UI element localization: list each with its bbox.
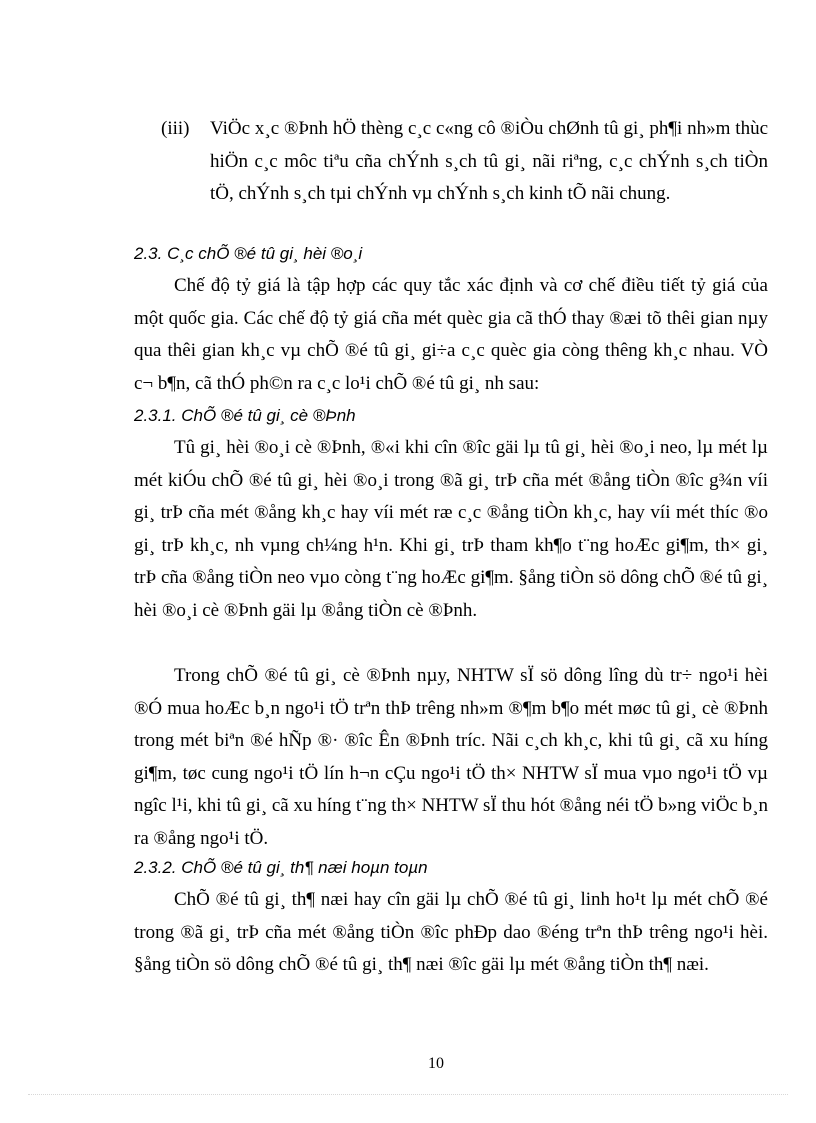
- paragraph-fixed-rate-definition: Tû gi¸ hèi ®o¸i cè ®Þnh, ®«i khi cîn ®îc gäi lµ tû gi¸ hèi ®o¸i neo, lµ mét lµ mét kiÓu chÕ ®é tû gi¸ hèi ®o¸i trong ®ã gi¸ trÞ cña mét ®ång tiÒn ®îc g¾n víi gi¸ trÞ cña mét ®ång kh¸c hay víi mét ræ c¸c ®ång tiÒn kh¸c, hay víi mét thíc ®o gi¸ trÞ kh¸c, nh vµng ch¼ng h¹n. Khi gi¸ trÞ tham kh¶o t¨ng hoÆc gi¶m, th× gi¸ trÞ cña ®ång tiÒn neo vµo còng t¨ng hoÆc gi¶m. §ång tiÒn sö dông chÕ ®é tû gi¸ hèi ®o¸i cè ®Þnh gäi lµ ®ång tiÒn cè ®Þnh.: [134, 437, 768, 621]
- section-heading-2-3: 2.3. C¸c chÕ ®é tû gi¸ hèi ®o¸i: [134, 244, 363, 263]
- paragraph-floating-rate-definition: ChÕ ®é tû gi¸ th¶ næi hay cîn gäi lµ chÕ ®é tû gi¸ linh ho¹t lµ mét chÕ ®é trong ®ã gi¸ trÞ cña mét ®ång tiÒn ®îc phÐp dao ®éng trªn thÞ trêng ngo¹i hèi. §ång tiÒn sö dông chÕ ®é tû gi¸ th¶ næi ®îc gäi lµ mét ®ång tiÒn th¶ næi.: [134, 889, 768, 975]
- page-number: 10: [428, 1055, 444, 1072]
- paragraph-fixed-rate-central-bank: Trong chÕ ®é tû gi¸ cè ®Þnh nµy, NHTW sÏ sö dông lîng dù tr÷ ngo¹i hèi ®Ó mua hoÆc b¸n ngo¹i tÖ trªn thÞ trêng nh»m ®¶m b¶o mét møc tû gi¸ cè ®Þnh trong mét biªn ®é hÑp ®· ®îc Ên ®Þnh tríc. Nãi c¸ch kh¸c, khi tû gi¸ cã xu híng gi¶m, tøc cung ngo¹i tÖ lín h¬n cÇu ngo¹i tÖ th× NHTW sÏ mua vµo ngo¹i tÖ vµ ngîc l¹i, khi tû gi¸ cã xu híng t¨ng th× NHTW sÏ thu hót ®ång néi tÖ b»ng viÖc b¸n ra ®ång ngo¹i tÖ.: [134, 665, 768, 849]
- list-marker: (iii): [161, 118, 190, 139]
- page-bottom-divider: [28, 1094, 788, 1095]
- section-heading-2-3-1: 2.3.1. ChÕ ®é tû gi¸ cè ®Þnh: [134, 406, 356, 425]
- paragraph-exchange-regime-definition: Chế độ tỷ giá là tập hợp các quy tắc xác định và cơ chế điều tiết tỷ giá của một quốc gia. Các chế độ tỷ giá cña mét quèc gia cã thÓ thay ®æi tõ thêi gian nµy qua thêi gian kh¸c vµ chÕ ®é tû gi¸ gi÷a c¸c quèc gia còng thêng kh¸c nhau. VÒ c¬ b¶n, cã thÓ ph©n ra c¸c lo¹i chÕ ®é tû gi¸ nh sau:: [134, 275, 768, 394]
- section-heading-2-3-2: 2.3.2. ChÕ ®é tû gi¸ th¶ næi hoµn toµn: [134, 858, 428, 877]
- list-item-text: ViÖc x¸c ®Þnh hÖ thèng c¸c c«ng cô ®iÒu chØnh tû gi¸ ph¶i nh»m thùc hiÖn c¸c môc tiªu cña chÝnh s¸ch tû gi¸ nãi riªng, c¸c chÝnh s¸ch tiÒn tÖ, chÝnh s¸ch tµi chÝnh vµ chÝnh s¸ch kinh tÕ nãi chung.: [210, 118, 768, 204]
